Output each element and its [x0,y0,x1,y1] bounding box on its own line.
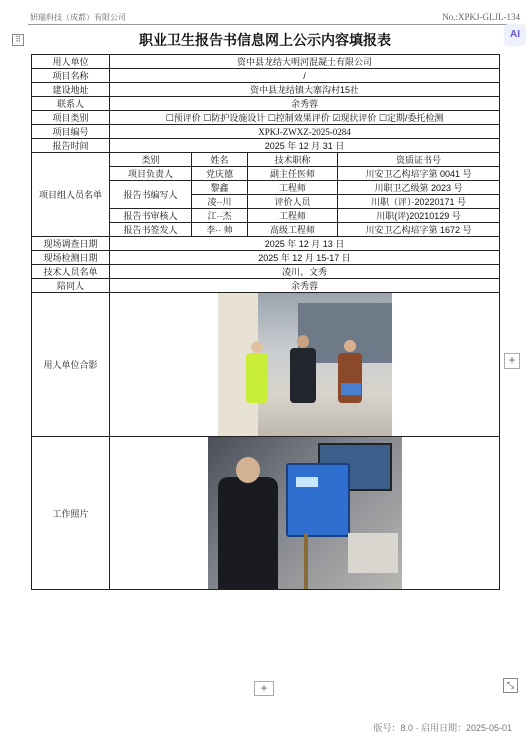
writers-category: 报告书编写人 [110,181,192,209]
project-type-options[interactable]: ☐预评价 ☐防护设施设计 ☐控制效果评价 ☑现状评价 ☐定期/委托检测 [110,111,500,125]
project-no-value[interactable]: XPKJ-ZWXZ-2025-0284 [110,125,500,139]
printer-icon [348,533,398,573]
table-row [32,237,500,251]
header-divider [28,24,520,25]
reviewer-category: 报告书审核人 [110,209,192,223]
team-header-title: 技术职称 [248,153,338,167]
reviewer-title[interactable]: 工程师 [248,209,338,223]
table-row [32,111,500,125]
project-name-value[interactable]: / [110,69,500,83]
writer1-title[interactable]: 工程师 [248,181,338,195]
table-row [32,251,500,265]
table-row [32,55,500,69]
person-head-icon [251,341,263,353]
companion-label: 陪同人 [32,279,110,293]
signer-title[interactable]: 高级工程师 [248,223,338,237]
table-row [32,437,500,590]
person-worker-icon [218,477,278,589]
table-row [32,293,500,437]
leader-category: 项目负责人 [110,167,192,181]
team-header-name: 姓名 [192,153,248,167]
project-no-label: 项目编号 [32,125,110,139]
reviewer-name[interactable]: 江··杰 [192,209,248,223]
survey-date-label: 现场调查日期 [32,237,110,251]
ai-assistant-button[interactable]: AI [504,24,526,46]
table-move-handle-icon[interactable]: ⠿ [12,34,24,46]
contact-value[interactable]: 余秀蓉 [110,97,500,111]
signer-cert[interactable]: 川安卫乙构培字第 1672 号 [338,223,500,237]
person-coat-icon [338,353,362,403]
writer2-name[interactable]: 凌··川 [192,195,248,209]
leader-name[interactable]: 党庆德 [192,167,248,181]
test-date-label: 现场检测日期 [32,251,110,265]
person-head-icon [344,340,356,352]
tech-staff-label: 技术人员名单 [32,265,110,279]
leader-title[interactable]: 副主任医师 [248,167,338,181]
team-label: 项目组人员名单 [32,153,110,237]
person-head-icon [297,335,309,348]
table-row [32,69,500,83]
table-row [32,139,500,153]
employer-value[interactable]: 资中县龙结大明河混凝土有限公司 [110,55,500,69]
signer-category: 报告书签发人 [110,223,192,237]
reviewer-cert[interactable]: 川职(评)20210129 号 [338,209,500,223]
group-photo-image[interactable] [218,293,392,436]
writer1-name[interactable]: 黎鑫 [192,181,248,195]
team-header-category: 类别 [110,153,192,167]
test-date-value[interactable]: 2025 年 12 月 15-17 日 [110,251,500,265]
work-photo-image[interactable] [208,437,402,589]
tripod-icon [304,533,308,589]
folder-icon [341,383,361,395]
table-row [32,97,500,111]
table-row [32,153,500,167]
team-header-cert: 资质证书号 [338,153,500,167]
group-photo-cell [110,293,500,437]
table-row [32,125,500,139]
table-resize-icon[interactable]: ⤡ [503,678,518,693]
person-jacket-icon [290,348,316,403]
group-photo-label: 用人单位合影 [32,293,110,437]
sampling-device-icon [286,463,350,537]
survey-date-value[interactable]: 2025 年 12 月 13 日 [110,237,500,251]
add-row-button[interactable]: + [254,681,274,696]
address-value[interactable]: 资中县龙结镇大寨沟村15社 [110,83,500,97]
employer-label: 用人单位 [32,55,110,69]
document-number: No.:XPKJ-GLJL-134 [442,12,520,22]
contact-label: 联系人 [32,97,110,111]
person-head-icon [236,457,260,483]
address-label: 建设地址 [32,83,110,97]
project-name-label: 项目名称 [32,69,110,83]
table-row [32,265,500,279]
tech-staff-value[interactable]: 凌川、文秀 [110,265,500,279]
signer-name[interactable]: 李·· 帅 [192,223,248,237]
project-type-label: 项目类别 [32,111,110,125]
company-name: 妍瑞科技（成都）有限公司 [30,13,126,22]
report-time-value[interactable]: 2025 年 12 月 31 日 [110,139,500,153]
report-time-label: 报告时间 [32,139,110,153]
page-title: 职业卫生报告书信息网上公示内容填报表 [139,32,391,48]
person-vest-icon [246,353,268,403]
device-display [296,477,318,487]
table-row [32,279,500,293]
writer2-title[interactable]: 评价人员 [248,195,338,209]
companion-value[interactable]: 余秀蓉 [110,279,500,293]
work-photo-label: 工作照片 [32,437,110,590]
add-column-button[interactable]: + [504,353,520,369]
leader-cert[interactable]: 川安卫乙构培字第 0041 号 [338,167,500,181]
disclosure-form-table [31,54,500,590]
writer1-cert[interactable]: 川职卫乙级第 2023 号 [338,181,500,195]
table-row [32,83,500,97]
work-photo-cell [110,437,500,590]
version-footer: 版号：8.0 · 启用日期：2025-05-01 [373,723,512,733]
writer2-cert[interactable]: 川职（评）·20220171 号 [338,195,500,209]
